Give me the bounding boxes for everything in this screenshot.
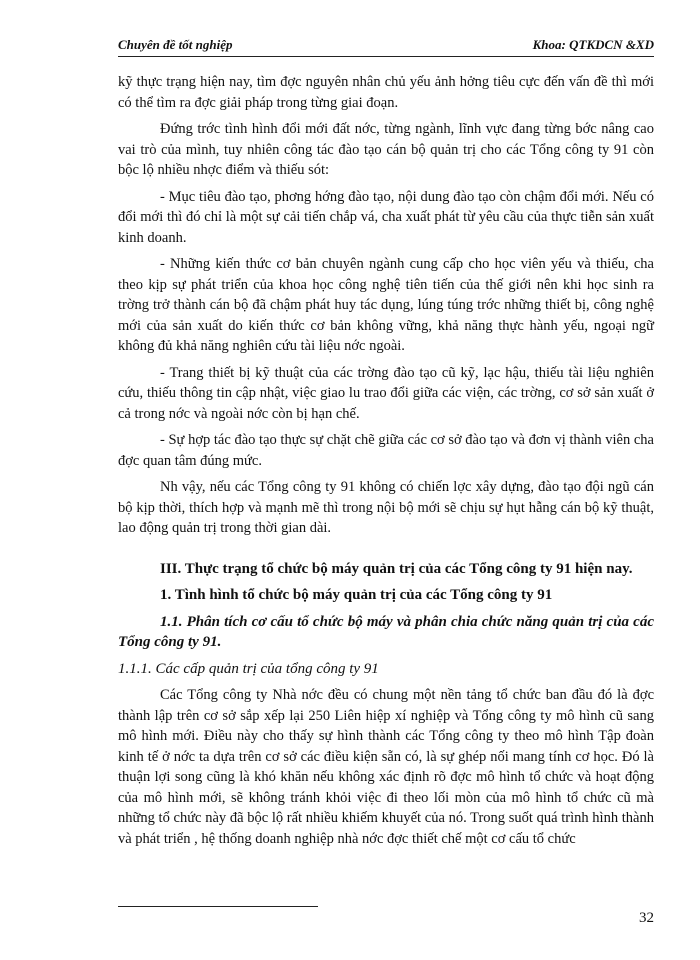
list-item: - Những kiến thức cơ bản chuyên ngành cung cấp cho học viên yếu và thiếu, cha theo kịp sự phát triển của khoa học công nghệ tiên tiến của thế giới nên khi học sinh ra trờng trở thành cán bộ đã chậm phát huy tác dụng, lúng túng trớc những thiết bị, công nghệ mới của sản xuất do kiến thức cơ bản không vững, khả năng thực hành yếu, ngoại ngữ không đủ khả năng nghiên cứu tài liệu nớc ngoài.: [118, 256, 654, 354]
footer-divider: [118, 906, 318, 907]
subsubsection-heading: 1.1. Phân tích cơ cấu tổ chức bộ máy và phân chia chức năng quản trị của các Tổng công ty 91.: [118, 613, 654, 650]
subsection-heading: 1. Tình hình tổ chức bộ máy quản trị của các Tổng công ty 91: [160, 587, 553, 603]
subsubsubsection-heading: 1.1.1. Các cấp quản trị của tổng công ty 91: [118, 660, 379, 677]
page-header: [118, 36, 654, 57]
header-faculty: Khoa: QTKDCN &XD: [532, 37, 654, 52]
list-item: - Mục tiêu đào tạo, phơng hớng đào tạo, nội dung đào tạo còn chậm đổi mới. Nếu có đổi mới thì đó chỉ là một sự cải tiến chắp vá, cha xuất phát từ yêu cầu của thực tiễn sản xuất kinh doanh.: [118, 188, 654, 246]
list-item: - Trang thiết bị kỹ thuật của các trờng đào tạo cũ kỹ, lạc hậu, thiếu tài liệu nghiên cứu, thiếu thông tin cập nhật, việc giao lu trao đổi giữa các viện, các trờng, cơ sở sản xuất ở cả trong nớc và ngoài nớc còn bị hạn chế.: [118, 364, 654, 422]
paragraph: Đứng trớc tình hình đổi mới đất nớc, từng ngành, lĩnh vực đang từng bớc nâng cao vai trò của mình, tuy nhiên công tác đào tạo cán bộ quản trị cho các Tổng công ty 91 còn bộc lộ nhiều nhợc điểm và thiếu sót:: [118, 121, 654, 178]
paragraph: Các Tổng công ty Nhà nớc đều có chung một nền tảng tổ chức ban đầu đó là đợc thành lập trên cơ sở sắp xếp lại 250 Liên hiệp xí nghiệp và Tổng công ty mô hình cũ sang mô hình mới. Điều này cho thấy sự hình thành các Tổng công ty theo mô hình Tập đoàn kinh tế ở nớc ta dựa trên cơ sở các điều kiện sẵn có, là sự ghép nối mang tính cơ học. Đó là thuận lợi song cũng là khó khăn nếu không xác định rõ đợc mô hình tổ chức và hoạt động của mô hình mới, sẽ không tránh khỏi việc đi theo lối mòn của mô hình tổ chức cũ mà những tổ chức này đã bộc lộ rất nhiều khiếm khuyết của nó. Trong suốt quá trình hình thành và phát triển , hệ thống doanh nghiệp nhà nớc đợc thiết chế một cơ cấu tổ chức: [118, 687, 654, 847]
paragraph: Nh vậy, nếu các Tổng công ty 91 không có chiến lợc xây dựng, đào tạo đội ngũ cán bộ kịp thời, thích hợp và mạnh mẽ thì trong nội bộ mới sẽ chịu sự hụt hẫng cán bộ kỹ thuật, lao động quản trị trong thời gian dài.: [118, 479, 654, 536]
section-heading: III. Thực trạng tổ chức bộ máy quản trị của các Tổng công ty 91 hiện nay.: [160, 560, 633, 577]
paragraph: kỹ thực trạng hiện nay, tìm đợc nguyên nhân chủ yếu ảnh hởng tiêu cực đến vấn đề thì mới có thể tìm ra đợc giải pháp trong từng giai đoạn.: [118, 74, 654, 111]
list-item: - Sự hợp tác đào tạo thực sự chặt chẽ giữa các cơ sở đào tạo và đơn vị thành viên cha đợc quan tâm đúng mức.: [118, 432, 654, 469]
document-body: [118, 72, 654, 855]
header-title: Chuyên đề tốt nghiệp: [118, 37, 233, 52]
page-number: 32: [639, 910, 654, 926]
